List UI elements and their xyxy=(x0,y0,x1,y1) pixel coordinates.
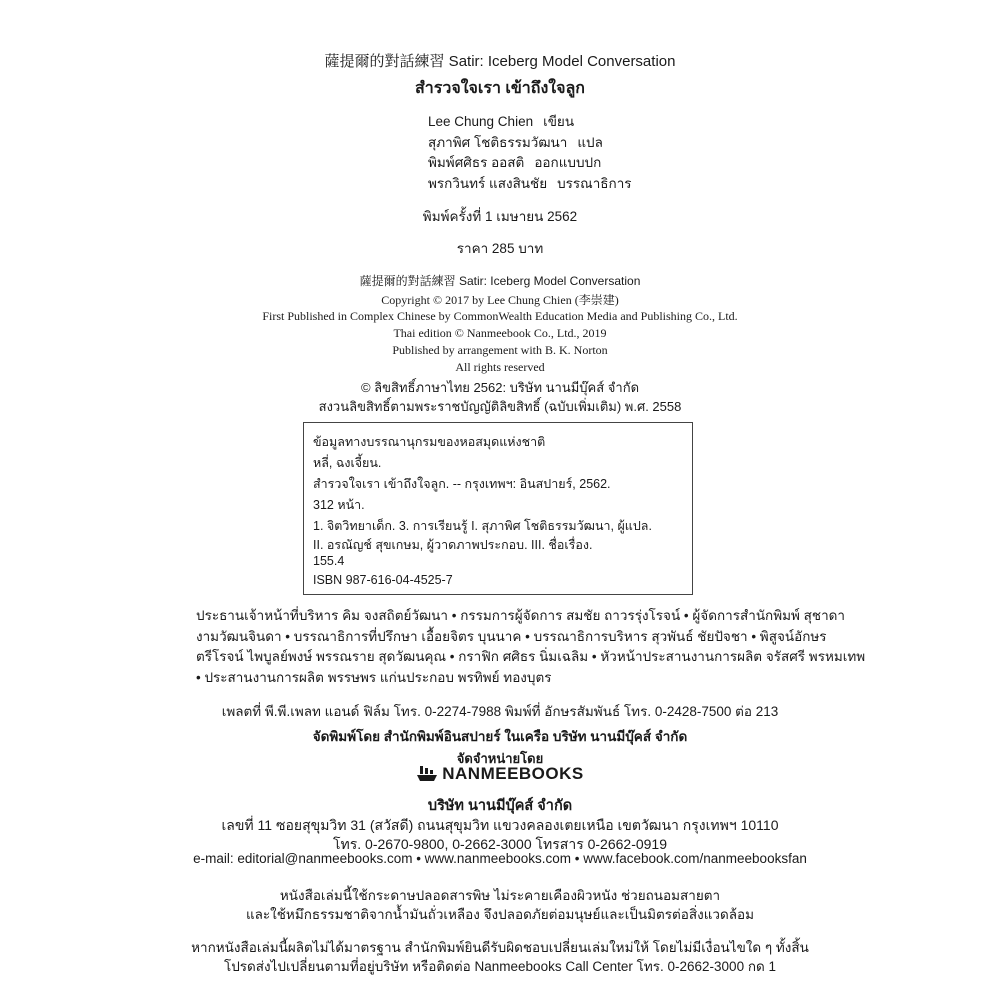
cip-heading: ข้อมูลทางบรรณานุกรมของหอสมุดแห่งชาติ xyxy=(313,435,546,449)
thai-edition-line: Thai edition © Nanmeebook Co., Ltd., 2019 xyxy=(393,326,607,340)
credit-author: Lee Chung Chien เขียน xyxy=(428,114,575,129)
company-name: บริษัท นานมีบุ๊คส์ จำกัด xyxy=(427,798,573,814)
staff-line: • ประสานงานการผลิต พรรษพร แก่นประกอบ พรทิพย์ ทองบุตร xyxy=(196,669,552,685)
distributor-label: จัดจำหน่ายโดย xyxy=(456,751,544,766)
cip-isbn: ISBN 987-616-04-4525-7 xyxy=(313,573,453,587)
copyright-title: 薩提爾的對話練習 Satir: Iceberg Model Conversation xyxy=(359,274,641,288)
copyright-line: Copyright © 2017 by Lee Chung Chien (李崇建) xyxy=(381,293,619,307)
plates-printing-line: เพลตที่ พี.พี.เพลท แอนด์ ฟิล์ม โทร. 0-2274-7988 พิมพ์ที่ อักษรสัมพันธ์ โทร. 0-2428-7500 ต่อ 213 xyxy=(221,704,779,719)
first-published-line: First Published in Complex Chinese by CommonWealth Education Media and Publishing Co., Ltd. xyxy=(262,309,738,323)
credits-list xyxy=(428,112,688,194)
arrangement-line: Published by arrangement with B. K. Norton xyxy=(392,343,608,357)
ship-logo-icon xyxy=(416,765,438,783)
nanmeebooks-logo xyxy=(0,764,1000,788)
defect-notice-line: หากหนังสือเล่มนี้ผลิตไม่ได้มาตรฐาน สำนักพิมพ์ยินดีรับผิดชอบเปลี่ยนเล่มใหม่ให้ โดยไม่มีเงื่อนไขใด ๆ ทั้งสิ้น xyxy=(191,940,809,955)
credit-editor: พรกวินทร์ แสงสินชัย บรรณาธิการ xyxy=(428,175,632,191)
edition-line: พิมพ์ครั้งที่ 1 เมษายน 2562 xyxy=(422,209,578,224)
staff-line: งามวัฒนจินดา • บรรณาธิการที่ปรึกษา เอื้อยจิตร บุนนาค • บรรณาธิการบริหาร สุวพันธ์ ชัยปัจชา • พิสูจน์อักษร xyxy=(196,628,827,644)
eco-notice-line: และใช้หมึกธรรมชาติจากน้ำมันถั่วเหลือง จึงปลอดภัยต่อมนุษย์และเป็นมิตรต่อสิ่งแวดล้อม xyxy=(245,907,755,922)
company-phone: โทร. 0-2670-9800, 0-2662-3000 โทรสาร 0-2662-0919 xyxy=(333,836,667,852)
company-address: เลขที่ 11 ซอยสุขุมวิท 31 (สวัสดี) ถนนสุขุมวิท แขวงคลองเตยเหนือ เขตวัฒนา กรุงเทพฯ 10110 xyxy=(221,817,779,833)
staff-line: ตรีโรจน์ ไพบูลย์พงษ์ พรรณราย สุดวัฒนคุณ • กราฟิก ศศิธร นิ่มเฉลิม • หัวหน้าประสานงานการผลิต จรัสศรี พรหมเทพ xyxy=(196,649,866,664)
cip-author: หลี่, ฉงเจี้ยน. xyxy=(313,456,382,470)
cip-classification: 155.4 xyxy=(313,554,345,568)
company-web-email: e-mail: editorial@nanmeebooks.com • www.nanmeebooks.com • www.facebook.com/nanmeebooksfan xyxy=(193,851,807,866)
staff-line: ประธานเจ้าหน้าที่บริหาร คิม จงสถิตย์วัฒนา • กรรมการผู้จัดการ สมชัย ถาวรรุ่งโรจน์ • ผู้จัดการสำนักพิมพ์ สุชาดา xyxy=(196,608,845,623)
logo-wordmark: NANMEEBOOKS xyxy=(442,764,584,783)
cip-subjects-continued: II. อรณัญช์ สุขเกษม, ผู้วาดภาพประกอบ. III. ชื่อเรื่อง. xyxy=(313,538,593,552)
thai-rights-act-line: สงวนลิขสิทธิ์ตามพระราชบัญญัติลิขสิทธิ์ (ฉบับเพิ่มเติม) พ.ศ. 2558 xyxy=(318,399,682,414)
cip-title: สำรวจใจเรา เข้าถึงใจลูก. -- กรุงเทพฯ: อินสปายร์, 2562. xyxy=(313,477,611,491)
price-line: ราคา 285 บาท xyxy=(456,241,544,256)
cip-pages: 312 หน้า. xyxy=(313,498,365,512)
publisher-line: จัดพิมพ์โดย สำนักพิมพ์อินสปายร์ ในเครือ บริษัท นานมีบุ๊คส์ จำกัด xyxy=(312,729,688,744)
staff-credits xyxy=(196,606,866,688)
rights-reserved-line: All rights reserved xyxy=(455,360,545,374)
defect-notice-line: โปรดส่งไปเปลี่ยนตามที่อยู่บริษัท หรือติดต่อ Nanmeebooks Call Center โทร. 0-2662-3000 กด 1 xyxy=(223,959,777,974)
thai-copyright-line: © ลิขสิทธิ์ภาษาไทย 2562: บริษัท นานมีบุ๊คส์ จำกัด xyxy=(360,380,640,395)
credit-translator: สุภาพิศ โชติธรรมวัฒนา แปล xyxy=(428,134,603,150)
thai-book-title: สำรวจใจเรา เข้าถึงใจลูก xyxy=(415,80,585,97)
cip-subjects: 1. จิตวิทยาเด็ก. 3. การเรียนรู้ I. สุภาพิศ โชติธรรมวัฒนา, ผู้แปล. xyxy=(313,519,652,533)
original-title-line: 薩提爾的對話練習 Satir: Iceberg Model Conversation xyxy=(324,53,676,70)
eco-notice-line: หนังสือเล่มนี้ใช้กระดาษปลอดสารพิษ ไม่ระคายเคืองผิวหนัง ช่วยถนอมสายตา xyxy=(279,888,721,903)
credit-cover-designer: พิมพ์ศศิธร ออสติ ออกแบบปก xyxy=(428,155,602,170)
cip-box xyxy=(303,422,693,595)
